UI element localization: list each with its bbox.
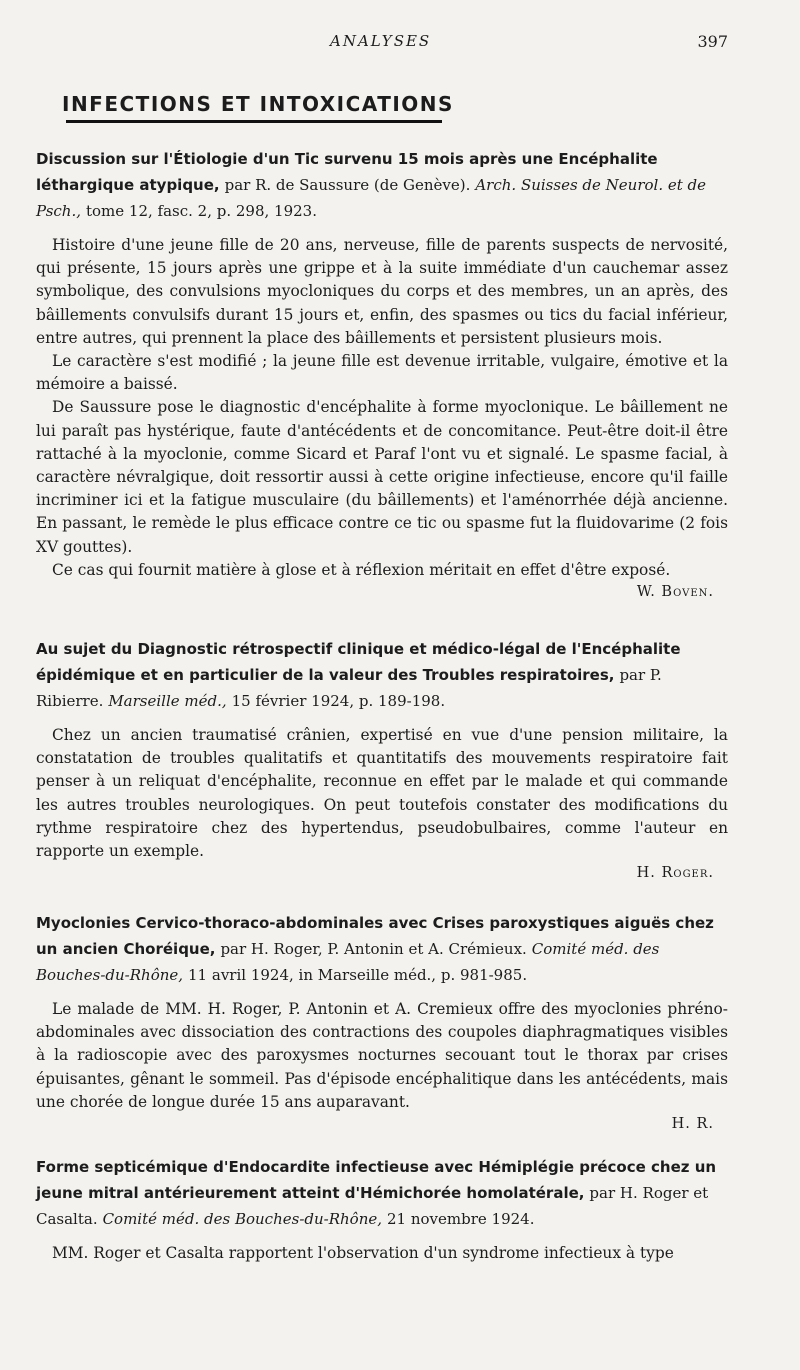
running-head	[0, 32, 800, 54]
page-number: 397	[697, 32, 728, 51]
article-title: Myoclonies Cervico-thoraco-abdominales avec Crises paroxystiques aiguës chez un ancien Choréique,	[36, 914, 714, 958]
article-title: Discussion sur l'Étiologie d'un Tic survenu 15 mois après une Encéphalite léthargique atypique,	[36, 150, 658, 194]
running-title: ANALYSES	[330, 32, 432, 50]
signature: H. Roger.	[636, 865, 714, 882]
paragraph: Chez un ancien traumatisé crânien, expertisé en vue d'une pension militaire, la constatation de troubles qualitatifs et quantitatifs des mouvements respiratoire fait penser à un reliquat d'encéphalite, reconnue en effet par le malade et qui commande les autres troubles neurologiques. On peut toutefois constater des modifications du rythme respiratoire chez des hypertendus, pseudobulbaires, comme l'auteur en rapporte un exemple.	[36, 726, 728, 861]
signature: W. Boven.	[636, 584, 714, 601]
article-4	[36, 1154, 728, 1265]
article-headline	[36, 1154, 728, 1232]
article-authors: par H. Roger, P. Antonin et A. Crémieux.	[220, 940, 527, 958]
article-1	[36, 146, 728, 600]
paragraph: Ce cas qui fournit matière à glose et à réflexion méritait en effet d'être exposé.	[52, 560, 671, 579]
section-title: INFECTIONS ET INTOXICATIONS	[62, 92, 454, 116]
paragraph: MM. Roger et Casalta rapportent l'observation d'un syndrome infectieux à type	[52, 1244, 674, 1262]
article-journal: Comité méd. des Bouches-du-Rhône,	[102, 1210, 383, 1228]
article-3	[36, 910, 728, 1132]
paragraph: Histoire d'une jeune fille de 20 ans, nerveuse, fille de parents suspects de nervosité, qui présente, 15 jours après une grippe et à la suite immédiate d'un cauchemar assez symbolique, des convulsions myocloniques du corps et des membres, un an après, des bâillements convulsifs durant 15 jours et, enfin, des spasmes ou tics du facial inférieur, entre autres, qui prennent la place des bâillements et persistent plusieurs mois.	[36, 236, 728, 347]
article-title: Forme septicémique d'Endocardite infectieuse avec Hémiplégie précoce chez un jeune mitral antérieurement atteint d'Hémichorée homolatérale,	[36, 1158, 717, 1202]
paragraph: Le caractère s'est modifié ; la jeune fille est devenue irritable, vulgaire, émotive et la mémoire a baissé.	[36, 352, 728, 394]
article-journal: Marseille méd.,	[108, 692, 227, 710]
paragraph: De Saussure pose le diagnostic d'encéphalite à forme myoclonique. Le bâillement ne lui paraît pas hystérique, faute d'antécédents et de concomitance. Peut-être doit-il être rattaché à la myoclonie, comme Sicard et Paraf l'ont vu et signalé. Le spasme facial, à caractère névralgique, doit ressortir aussi à cette origine infectieuse, encore qu'il faille incriminer ici et la fatigue musculaire (du bâillements) et l'aménorrhée déjà ancienne. En passant, le remède le plus efficace contre ce tic ou spasme fut la fluidovarime (2 fois XV gouttes).	[36, 398, 728, 556]
article-headline	[36, 636, 728, 714]
section-underline	[66, 120, 442, 123]
signature: H. R.	[671, 1116, 714, 1133]
article-authors: par H. Roger et Casalta.	[36, 1184, 709, 1228]
article-citation: 15 février 1924, p. 189-198.	[231, 692, 446, 710]
article-headline	[36, 146, 728, 224]
article-2	[36, 636, 728, 881]
article-authors: par R. de Saussure (de Genève).	[224, 176, 471, 194]
article-journal: Arch. Suisses de Neurol. et de Psch.,	[36, 176, 707, 220]
article-headline	[36, 910, 728, 988]
article-authors: par P. Ribierre.	[36, 666, 662, 710]
article-journal: Comité méd. des Bouches-du-Rhône,	[36, 940, 660, 984]
article-citation: 11 avril 1924, in Marseille méd., p. 981-985.	[188, 966, 528, 984]
article-title: Au sujet du Diagnostic rétrospectif clinique et médico-légal de l'Encéphalite épidémique et en particulier de la valeur des Troubles respiratoires,	[36, 640, 681, 684]
article-citation: tome 12, fasc. 2, p. 298, 1923.	[85, 202, 317, 220]
paragraph: Le malade de MM. H. Roger, P. Antonin et A. Cremieux offre des myoclonies phréno-abdominales avec dissociation des contractions des coupoles diaphragmatiques visibles à la radioscopie avec des paroxysmes nocturnes secouant tout le thorax par crises épuisantes, gênant le sommeil. Pas d'épisode encéphalitique dans les antécédents, mais une chorée de longue durée 15 ans auparavant.	[36, 1000, 728, 1111]
article-citation: 21 novembre 1924.	[386, 1210, 535, 1228]
